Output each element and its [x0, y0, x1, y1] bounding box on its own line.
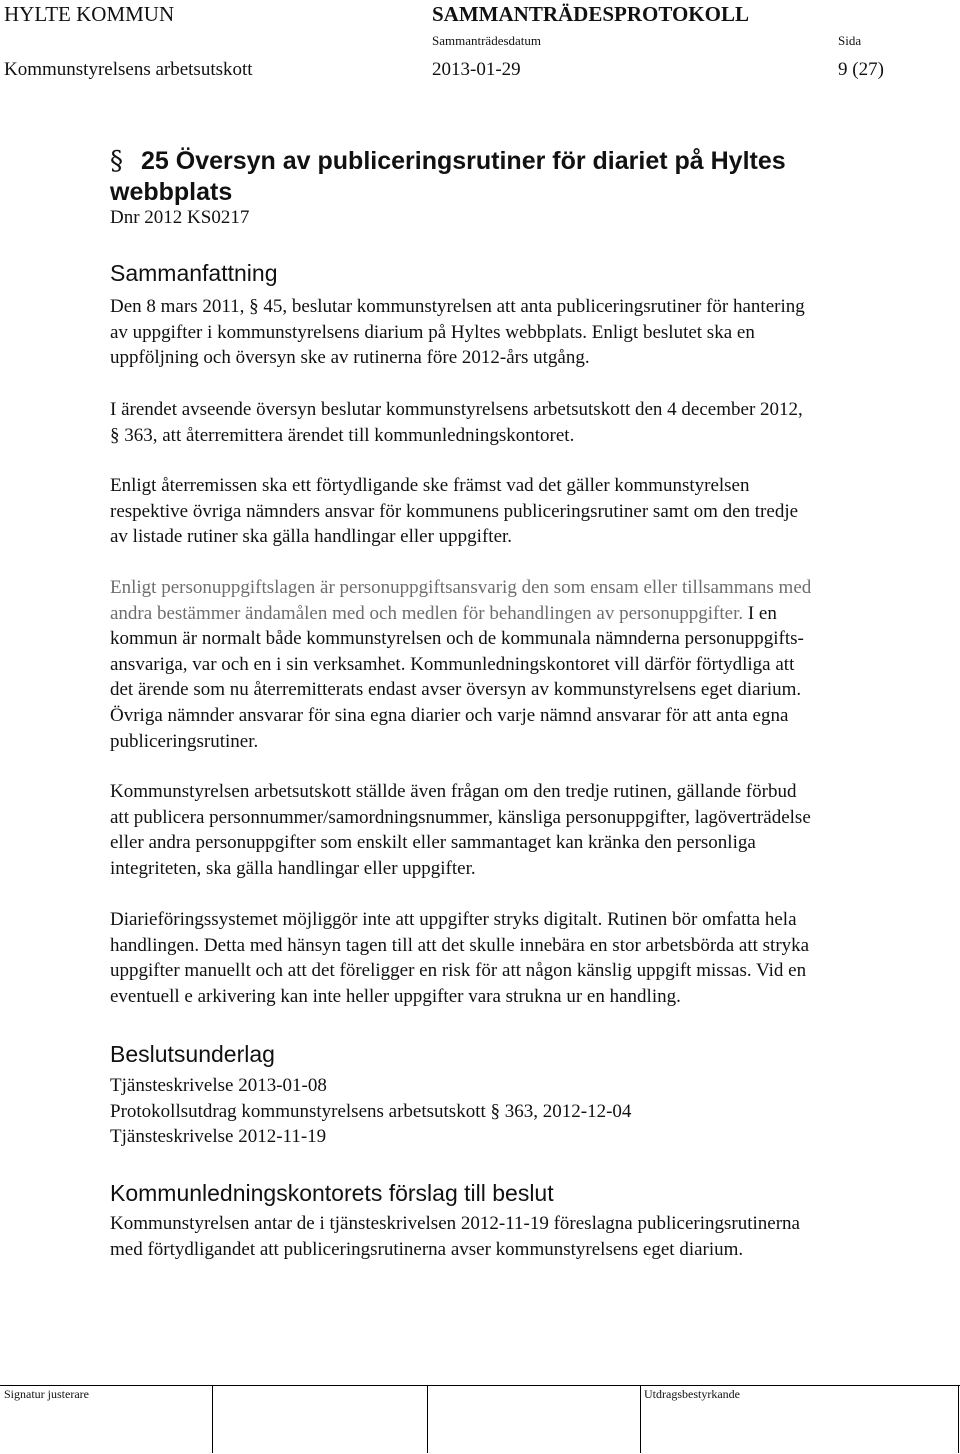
page-label: Sida: [838, 33, 862, 48]
page-number: 9 (27): [838, 59, 884, 80]
text-line: av uppgifter i kommunstyrelsens diarium på Hyltes webbplats. Enligt beslutet ska en: [110, 321, 755, 343]
document-type: SAMMANTRÄDESPROTOKOLL: [432, 2, 749, 26]
committee-name: Kommunstyrelsens arbetsutskott: [4, 59, 253, 80]
summary-paragraph-2: [110, 397, 803, 448]
text-line: respektive övriga nämnders ansvar för kommunens publiceringsrutiner samt om den tredje: [110, 500, 799, 522]
text-line: av listade rutiner ska gälla handlingar eller uppgifter.: [110, 526, 513, 548]
extract-certification-label: Utdragsbestyrkande: [644, 1387, 740, 1401]
summary-paragraph-6: [110, 907, 809, 1009]
text-line: det ärende som nu återremitterats endast avser översyn av kommunstyrelsens eget diarium.: [110, 679, 802, 701]
meeting-date: 2013-01-29: [432, 59, 521, 80]
summary-heading: Sammanfattning: [110, 260, 278, 286]
quoted-text-line: andra bestämmer ändamålen med och medlen för behandlingen av personuppgifter.: [110, 602, 744, 624]
text-line: med förtydligandet att publiceringsrutinerna avser kommunstyrelsens eget diarium.: [110, 1238, 744, 1260]
section-title-text: 25 Översyn av publiceringsrutiner för diariet på Hyltes webbplats: [110, 147, 786, 206]
text-line: Kommunstyrelsen antar de i tjänsteskrivelsen 2012-11-19 föreslagna publiceringsrutinerna: [110, 1213, 800, 1234]
organization-name: HYLTE KOMMUN: [4, 2, 175, 26]
text-line: Enligt återremissen ska ett förtydligande ske främst vad det gäller kommunstyrelsen: [110, 475, 750, 496]
footer-divider: [0, 1385, 960, 1386]
text-line: Kommunstyrelsen arbetsutskott ställde även frågan om den tredje rutinen, gällande förbud: [110, 781, 797, 802]
signature-box-divider: [212, 1385, 213, 1453]
case-number: Dnr 2012 KS0217: [110, 207, 250, 228]
text-line: publiceringsrutiner.: [110, 730, 259, 752]
summary-paragraph-1: [110, 294, 805, 371]
text-line: uppgifter manuellt och att det föreligger en risk för att någon känslig uppgift missas. Vid en: [110, 960, 807, 982]
summary-paragraph-5: [110, 779, 811, 881]
text-line: I ärendet avseende översyn beslutar kommunstyrelsens arbetsutskott den 4 december 2012,: [110, 399, 803, 420]
text-fragment: I en: [743, 602, 777, 624]
summary-paragraph-3: [110, 473, 798, 550]
basis-item: Tjänsteskrivelse 2013-01-08: [110, 1075, 327, 1096]
text-line: Den 8 mars 2011, § 45, beslutar kommunstyrelsen att anta publiceringsrutiner för hantering: [110, 296, 805, 317]
section-title: [110, 146, 910, 208]
text-line: Diarieföringssystemet möjliggör inte att uppgifter stryks digitalt. Rutinen bör omfatta hela: [110, 909, 797, 930]
signature-label: Signatur justerare: [4, 1387, 89, 1401]
proposal-text: [110, 1211, 800, 1262]
decision-basis-list: [110, 1073, 631, 1150]
signature-box-divider: [427, 1385, 428, 1453]
text-line: eventuell e arkivering kan inte heller uppgifter vara strukna ur en handling.: [110, 985, 681, 1007]
decision-basis-heading: Beslutsunderlag: [110, 1041, 275, 1067]
text-line: eller andra personuppgifter som enskilt eller sammantaget kan kränka den personliga: [110, 832, 756, 854]
signature-box-divider: [640, 1385, 641, 1453]
text-line: kommun är normalt både kommunstyrelsen och de kommunala nämnderna personuppgifts-: [110, 628, 804, 650]
basis-item: Tjänsteskrivelse 2012-11-19: [110, 1126, 327, 1148]
quoted-text-line: Enligt personuppgiftslagen är personuppgiftsansvarig den som ensam eller tillsammans med: [110, 577, 812, 598]
section-symbol: §: [110, 146, 123, 176]
text-line: § 363, att återremittera ärendet till kommunledningskontoret.: [110, 424, 575, 446]
text-line: att publicera personnummer/samordningsnummer, känsliga personuppgifter, lagöverträdelse: [110, 806, 811, 828]
text-line: integriteten, ska gälla handlingar eller uppgifter.: [110, 857, 476, 879]
text-line: uppföljning och översyn ske av rutinerna före 2012-års utgång.: [110, 347, 590, 369]
basis-item: Protokollsutdrag kommunstyrelsens arbetsutskott § 363, 2012-12-04: [110, 1100, 632, 1122]
proposal-heading: Kommunledningskontorets förslag till beslut: [110, 1180, 554, 1206]
text-line: Övriga nämnder ansvarar för sina egna diarier och varje nämnd ansvarar för att anta egna: [110, 704, 789, 726]
text-line: handlingen. Detta med hänsyn tagen till att det skulle innebära en stor arbetsbörda att stryka: [110, 934, 810, 956]
summary-paragraph-4: [110, 575, 811, 754]
meeting-date-label: Sammanträdesdatum: [432, 33, 542, 48]
signature-box-divider: [958, 1385, 959, 1453]
text-line: ansvariga, var och en i sin verksamhet. Kommunledningskontoret vill därför förtydliga att: [110, 653, 795, 675]
